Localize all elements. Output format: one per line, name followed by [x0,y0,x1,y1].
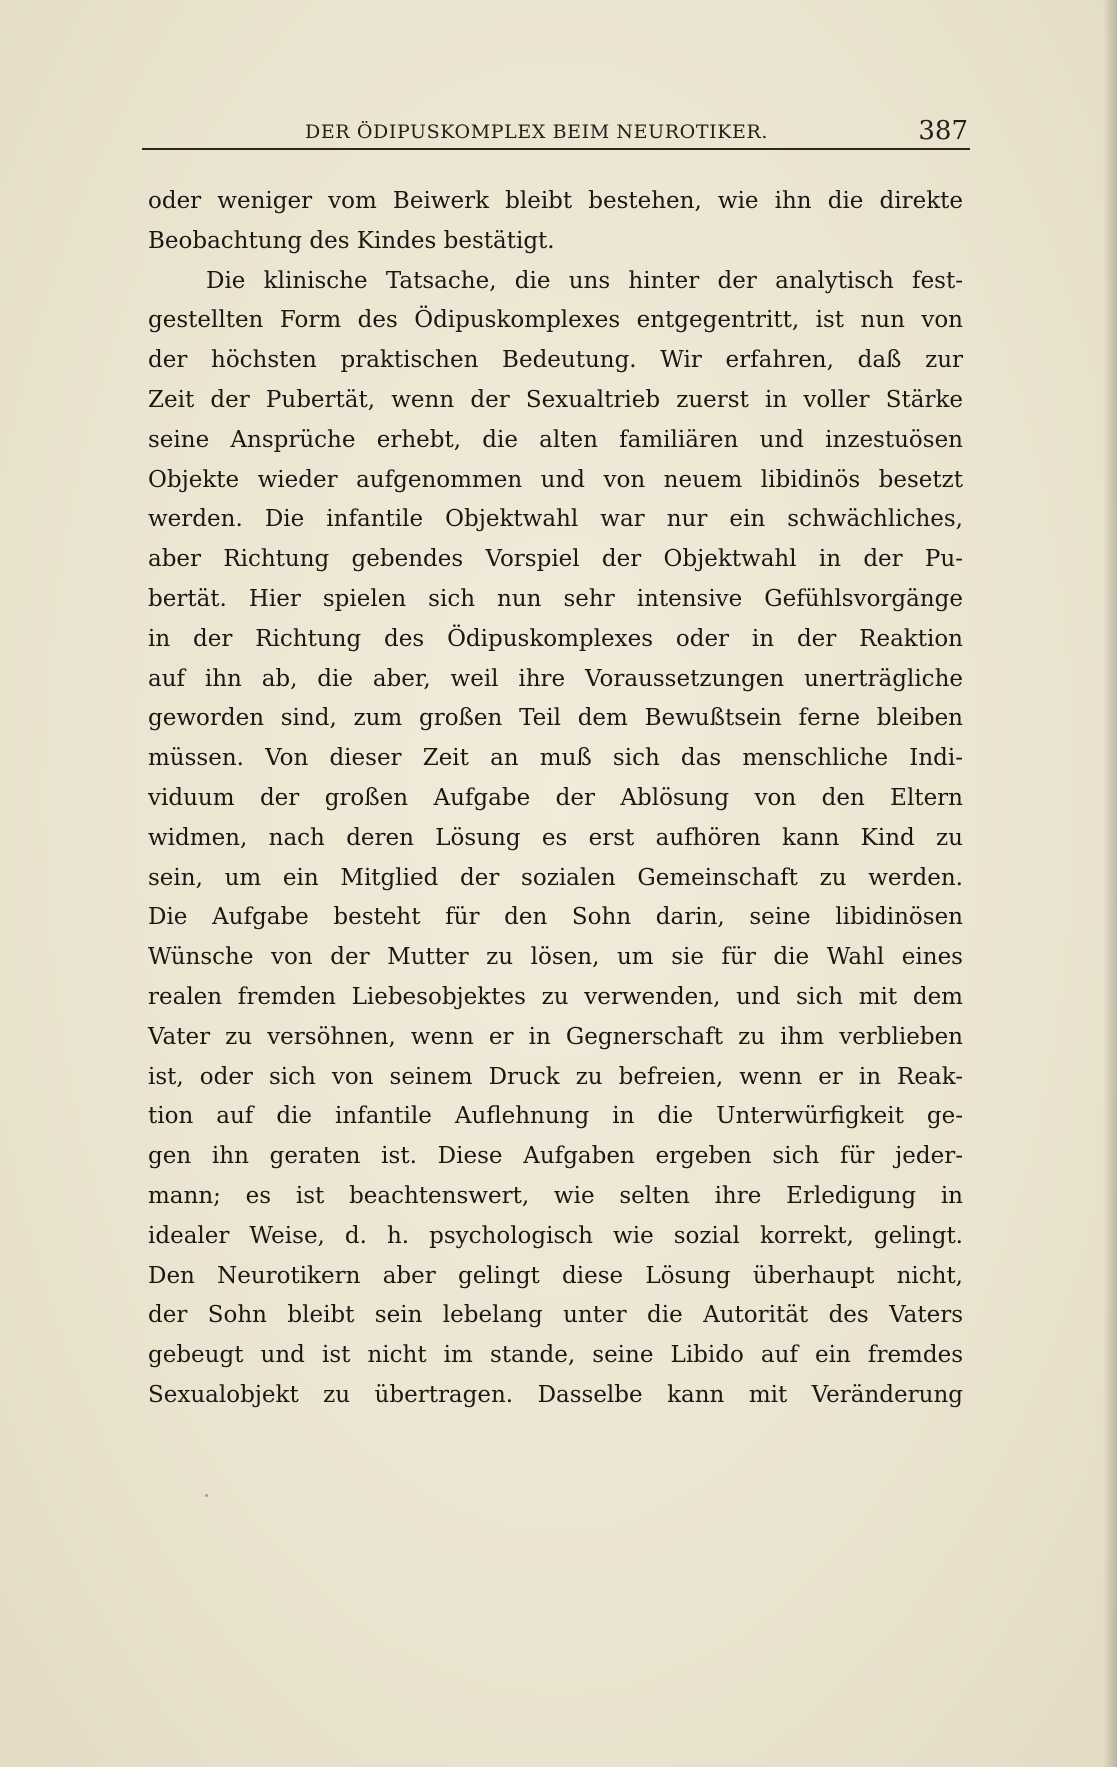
text-line: realen fremden Liebesobjektes zu verwenden, und sich mit dem [148,983,963,1010]
text-line: gestellten Form des Ödipuskomplexes entgegentritt, ist nun von [148,307,963,334]
text-line: Wünsche von der Mutter zu lösen, um sie für die Wahl eines [148,944,963,971]
text-line: Den Neurotikern aber gelingt diese Lösung überhaupt nicht, [148,1262,963,1289]
header-rule [142,148,970,150]
text-line: seine Ansprüche erhebt, die alten familiären und inzestuösen [148,426,963,453]
running-header [145,112,970,152]
page-edge-shadow [1103,0,1117,1767]
text-line: ist, oder sich von seinem Druck zu befreien, wenn er in Reak- [148,1063,963,1090]
text-line: der Sohn bleibt sein lebelang unter die Autorität des Vaters [148,1302,963,1329]
text-line: viduum der großen Aufgabe der Ablösung von den Eltern [148,784,963,811]
paragraph-first-line: Die klinische Tatsache, die uns hinter der analytisch fest- [206,267,963,294]
text-line: mann; es ist beachtenswert, wie selten ihre Erledigung in [148,1182,963,1209]
running-title: DER ÖDIPUSKOMPLEX BEIM NEUROTIKER. [305,121,769,143]
text-line: Vater zu versöhnen, wenn er in Gegnerschaft zu ihm verblieben [148,1023,963,1050]
text-line: Zeit der Pubertät, wenn der Sexualtrieb zuerst in voller Stärke [148,386,963,413]
paper-speck [205,1494,208,1497]
text-line: aber Richtung gebendes Vorspiel der Objektwahl in der Pu- [148,546,963,573]
text-line: idealer Weise, d. h. psychologisch wie sozial korrekt, gelingt. [148,1222,963,1249]
text-line: gen ihn geraten ist. Diese Aufgaben ergeben sich für jeder- [148,1143,963,1170]
text-line: Sexualobjekt zu übertragen. Dasselbe kann mit Veränderung [148,1381,963,1408]
text-line: gebeugt und ist nicht im stande, seine Libido auf ein fremdes [148,1342,963,1369]
page-number: 387 [918,116,968,146]
text-line: tion auf die infantile Auflehnung in die Unterwürfigkeit ge- [148,1103,963,1130]
text-line: werden. Die infantile Objektwahl war nur ein schwächliches, [148,506,963,533]
text-line: auf ihn ab, die aber, weil ihre Voraussetzungen unerträgliche [148,665,963,692]
text-line: oder weniger vom Beiwerk bleibt bestehen, wie ihn die direkte [148,188,963,214]
text-line: sein, um ein Mitglied der sozialen Gemeinschaft zu werden. [148,864,963,891]
text-line: geworden sind, zum großen Teil dem Bewußtsein ferne bleiben [148,705,963,732]
body-text [148,182,963,1416]
text-line: bertät. Hier spielen sich nun sehr intensive Gefühlsvorgänge [148,585,963,612]
text-line: in der Richtung des Ödipuskomplexes oder in der Reaktion [148,625,963,652]
text-line: müssen. Von dieser Zeit an muß sich das menschliche Indi- [148,745,963,772]
text-line: widmen, nach deren Lösung es erst aufhören kann Kind zu [148,824,963,851]
text-line: Objekte wieder aufgenommen und von neuem libidinös besetzt [148,466,963,493]
text-line: Die Aufgabe besteht für den Sohn darin, seine libidinösen [148,904,963,931]
text-line: Beobachtung des Kindes bestätigt. [148,227,555,254]
text-line: der höchsten praktischen Bedeutung. Wir erfahren, daß zur [148,347,963,374]
